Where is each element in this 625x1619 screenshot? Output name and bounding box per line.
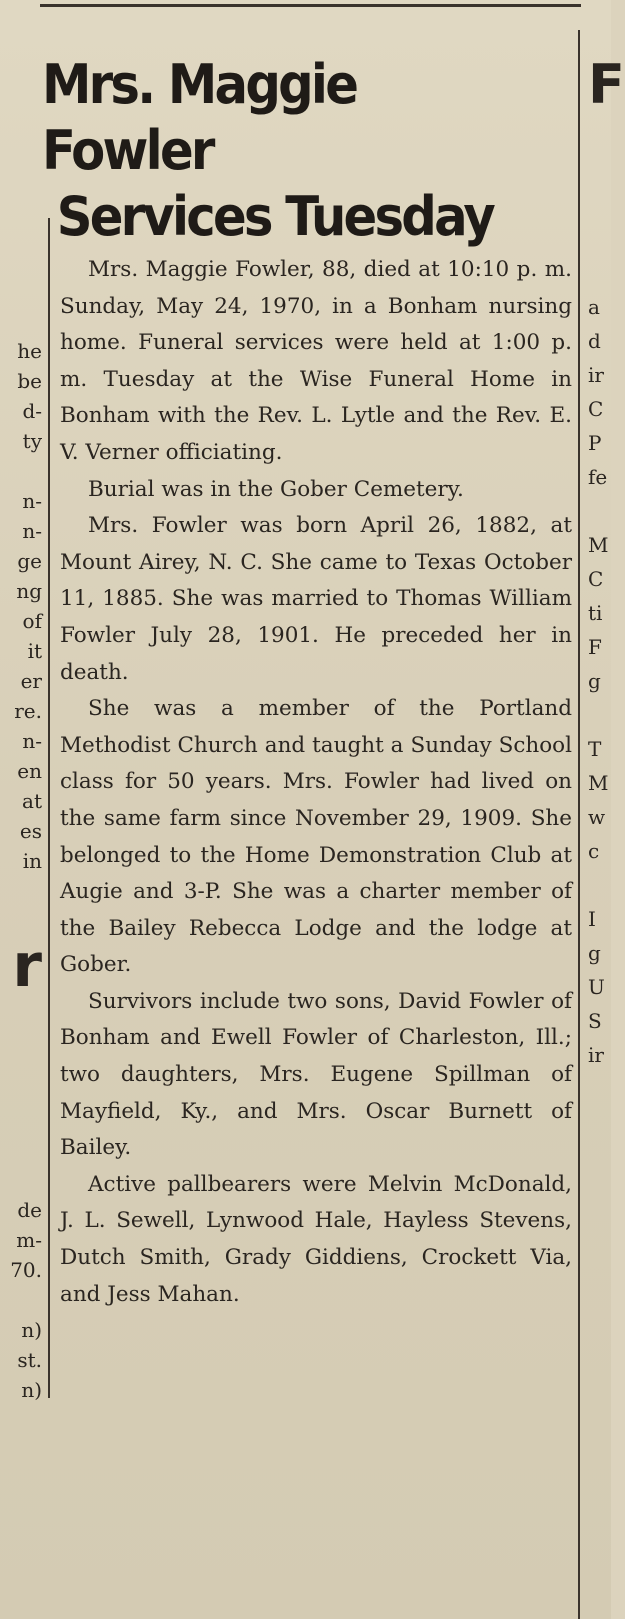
column-fragment: M	[588, 533, 609, 557]
column-fragment: P	[588, 431, 602, 455]
column-fragment: it	[27, 639, 42, 663]
column-fragment	[0, 1285, 42, 1315]
column-fragment: er	[20, 669, 42, 693]
column-fragment: st.	[17, 1348, 42, 1372]
column-fragment: re.	[14, 699, 42, 723]
column-fragment: F	[588, 635, 602, 659]
adjacent-headline-right: F	[588, 53, 625, 116]
column-fragment: n)	[21, 1378, 42, 1402]
article-paragraph: She was a member of the Portland Methodist Church and taught a Sunday School class for 50 years. Mrs. Fowler had lived on the same farm since November 29, 1909. She belonged to the Home Demonstration Club at Augie and 3-P. She was a charter member of the Bailey Rebecca Lodge and the lodge at Gober.	[60, 696, 572, 978]
column-fragment: es	[19, 819, 42, 843]
column-fragment: g	[588, 669, 601, 693]
column-fragment: ir	[588, 1043, 604, 1067]
column-fragment: n-	[22, 729, 42, 753]
adjacent-column-left-lower	[0, 1195, 42, 1405]
column-fragment: at	[22, 789, 42, 813]
article-paragraph: Mrs. Fowler was born April 26, 1882, at Mount Airey, N. C. She came to Texas October 11, 1885. She was married to Thomas William Fowler July 28, 1901. He preceded her in death.	[60, 513, 572, 685]
column-fragment: d	[588, 329, 601, 353]
column-fragment: de	[17, 1198, 42, 1222]
column-rule-left	[48, 218, 50, 1398]
column-fragment: T	[588, 737, 602, 761]
column-fragment: S	[588, 1009, 602, 1033]
column-fragment: he	[17, 339, 42, 363]
obituary-article	[60, 252, 572, 1313]
column-rule-right	[578, 30, 580, 1619]
headline-line-2: Services Tuesday	[56, 185, 493, 248]
column-fragment: ty	[22, 429, 42, 453]
column-fragment: fe	[588, 465, 608, 489]
column-fragment: g	[588, 941, 601, 965]
article-paragraph: Active pallbearers were Melvin McDonald, J. L. Sewell, Lynwood Hale, Hayless Stevens, Dutch Smith, Grady Giddiens, Crockett Via, and Jess Mahan.	[60, 1171, 572, 1307]
column-fragment: m-	[16, 1228, 42, 1252]
column-fragment	[588, 698, 611, 732]
column-fragment: n)	[21, 1318, 42, 1342]
column-fragment: U	[588, 975, 605, 999]
column-fragment: c	[588, 839, 600, 863]
article-paragraph: Survivors include two sons, David Fowler of Bonham and Ewell Fowler of Charleston, Ill.; two daughters, Mrs. Eugene Spillman of Mayfield, Ky., and Mrs. Oscar Burnett of Bailey.	[60, 988, 572, 1161]
column-fragment: of	[22, 609, 42, 633]
column-fragment: d-	[22, 399, 42, 423]
column-fragment: n-	[22, 519, 42, 543]
column-fragment: 70.	[10, 1258, 42, 1282]
column-fragment: be	[17, 369, 42, 393]
column-fragment: I	[588, 907, 596, 931]
top-rule	[40, 4, 581, 7]
column-fragment: C	[588, 397, 604, 421]
adjacent-column-right	[588, 290, 611, 1072]
headline	[42, 52, 520, 250]
column-fragment	[588, 494, 611, 528]
column-fragment: M	[588, 771, 609, 795]
column-fragment: n-	[22, 489, 42, 513]
column-headline-fragment: r	[12, 931, 42, 1001]
column-fragment: C	[588, 567, 604, 591]
column-fragment: w	[588, 805, 606, 829]
adjacent-column-left	[0, 336, 42, 1006]
column-fragment: ng	[16, 579, 42, 603]
column-fragment: ti	[588, 601, 603, 625]
column-fragment: in	[22, 849, 42, 873]
column-fragment: a	[588, 295, 600, 319]
column-fragment: ge	[17, 549, 42, 573]
column-fragment: en	[17, 759, 42, 783]
headline-line-1: Mrs. Maggie Fowler	[42, 53, 357, 182]
column-fragment: ir	[588, 363, 604, 387]
article-paragraph: Mrs. Maggie Fowler, 88, died at 10:10 p. m. Sunday, May 24, 1970, in a Bonham nursing home. Funeral services were held at 1:00 p. m. Tuesday at the Wise Funeral Home in Bonham with the Rev. L. Lytle and the Rev. E. V. Verner officiating.	[60, 257, 572, 465]
column-fragment	[588, 868, 611, 902]
article-paragraph: Burial was in the Gober Cemetery.	[88, 476, 464, 502]
column-fragment	[0, 456, 42, 486]
